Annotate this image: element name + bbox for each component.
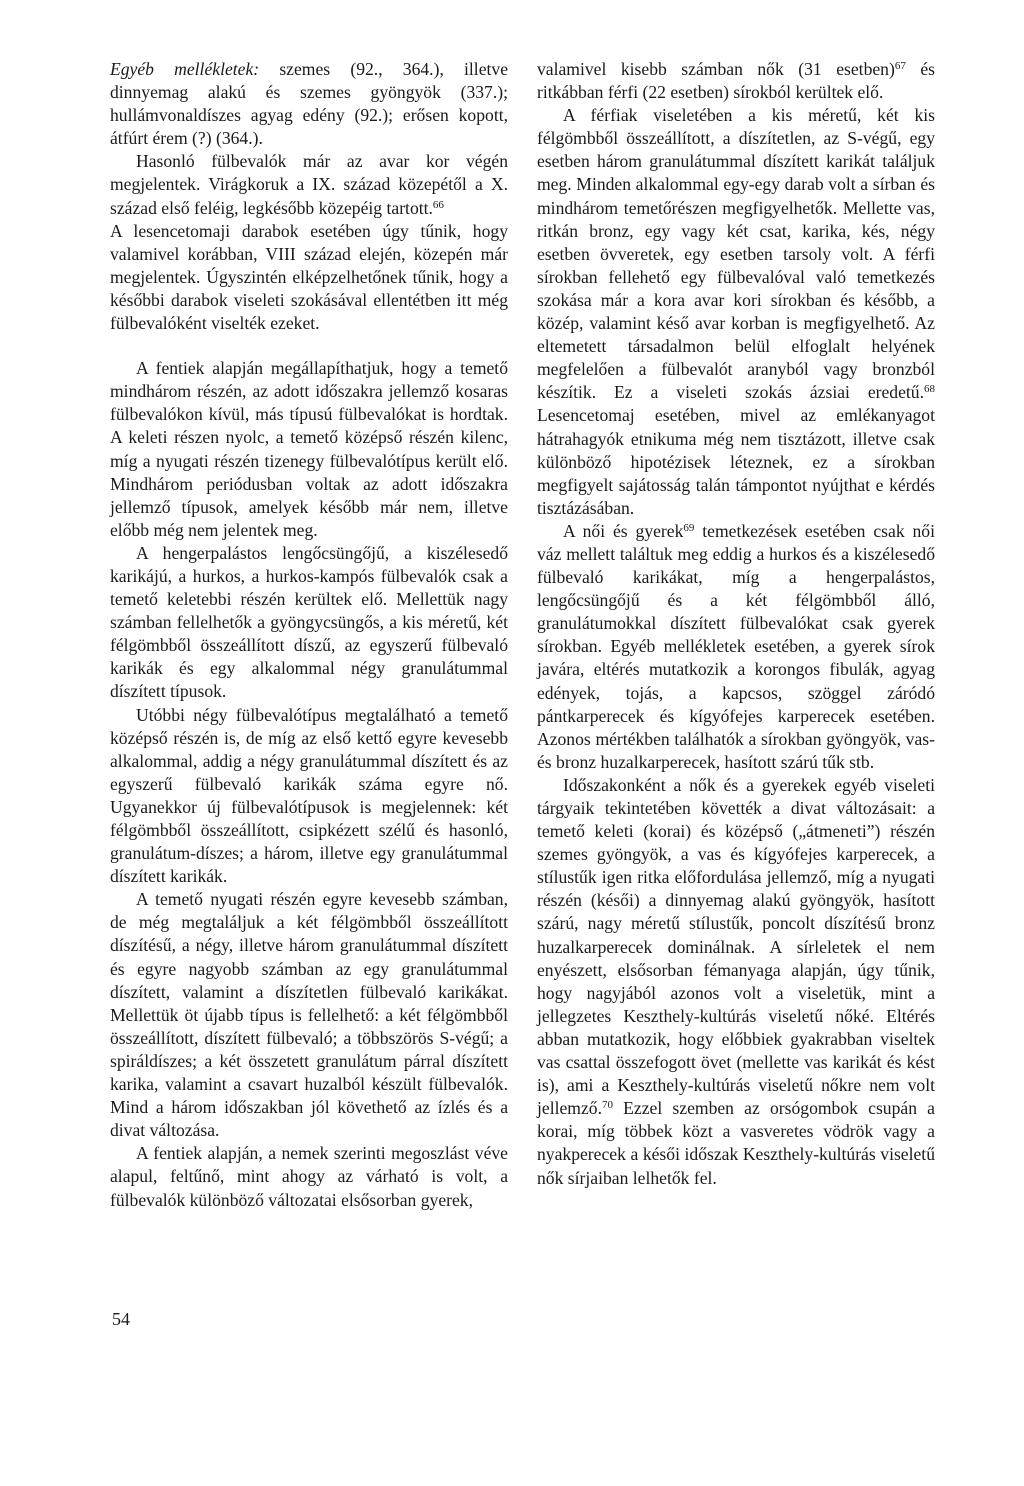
- footnote-ref-68: 68: [924, 383, 935, 396]
- paragraph: A lesencetomaji darabok esetében úgy tűnik, hogy valamivel korábban, VIII század elején, közepén már megjelentek. Úgyszintén elképzelhetőnek tűnik, hogy a későbbi darabok viseleti szokásával ellentétben itt még fülbevalóként viselték ezeket.: [110, 220, 508, 334]
- paragraph-text: valamivel kisebb számban nők (31 esetben): [537, 59, 895, 79]
- paragraph: [537, 104, 935, 520]
- paragraph: A fentiek alapján, a nemek szerinti megoszlást véve alapul, feltűnő, mint ahogy az várható is volt, a fülbevalók különböző változatai elsősorban gyerek,: [110, 1143, 508, 1210]
- paragraph: Utóbbi négy fülbevalótípus megtalálható a temető középső részén is, de míg az első kettő egyre kevesebb alkalommal, addig a négy granulátummal díszített és az egyszerű fülbevaló karikák száma egyre nő. Ugyanekkor új fülbevalótípusok is megjelennek: két félgömbből összeállított, csipkézett szélű és hasonló, granulátum-díszes; a három, illetve egy granulátummal díszített karikák.: [110, 704, 508, 887]
- paragraph: A temető nyugati részén egyre kevesebb számban, de még megtaláljuk a két félgömbből összeállított díszítésű, a négy, illetve három granulátummal díszített és egyre nagyobb számban az egy granulátummal díszített, valamint a díszítetlen fülbevaló karikákat. Mellettük öt újabb típus is fellelhető: a két félgömbből összeállított, díszített fülbevaló; a többszörös S-végű; a spiráldíszes; a két összetett granulátum párral díszített karika, valamint a csavart huzalból készült fülbevalók. Mind a három időszakban jól követhető az ízlés és a divat változása.: [110, 889, 508, 1141]
- footnote-ref-67: 67: [894, 59, 906, 72]
- paragraph-other-finds: [110, 58, 508, 150]
- paragraph-text: Időszakonként a nők és a gyerekek egyéb viseleti tárgyaik tekintetében követték a divat változásait: a temető keleti (korai) és középső („átmeneti”) részén szemes gyöngyök, a vas és kígyófejes karperecek, a stílustűk igen ritka előfordulása jellemző, míg a nyugati részén (késői) a dinnyemag alakú gyöngyök, hasított szárú, nagy méretű stílustűk, poncolt díszítésű bronz huzalkarperecek dominálnak. A sírleletek el nem enyészett, elsősorban fémanyaga alapján, úgy tűnik, hogy nagyjából azonos volt a viseletük, mint a jellegzetes Keszthely-kultúrás viseletű nőké. Eltérés abban mutatkozik, hogy előbbiek gyakrabban viseltek vas csattal összefogott övet (mellette vas karikát és kést is), ami a Keszthely-kultúrás viseletű nőkre nem volt jellemző.: [537, 774, 935, 1119]
- footnote-ref-70: 70: [601, 1099, 613, 1112]
- paragraph: [110, 150, 508, 219]
- footnote-ref-66: 66: [432, 198, 444, 211]
- paragraph-text: Ezzel szemben az orsógombok csupán a korai, míg többek közt a vasveretes vödrök vagy a nyakperecek a késői időszak Keszthely-kultúrás viseletű nők sírjaiban lelhetők fel.: [537, 1098, 935, 1188]
- paragraph: A hengerpalástos lengőcsüngőjű, a kiszélesedő karikájú, a hurkos, a hurkos-kampós fülbevalók csak a temető keletebbi részén kerültek elő. Mellettük nagy számban fellelhetők a gyöngycsüngős, a kis méretű, két félgömbből összeállított díszű, az egyszerű fülbevaló karikák és egy alkalommal négy granulátummal díszített típusok.: [110, 542, 508, 702]
- paragraph-text: A női és gyerek: [563, 520, 684, 541]
- footnote-ref-69: 69: [683, 521, 695, 534]
- paragraph-text: temetkezések esetében csak női váz mellett találtuk meg eddig a hurkos és a kiszélesedő fülbevaló karikákat, míg a hengerpalástos, lengőcsüngőjű és a két félgömbből álló, granulátumokkal díszített fülbevalókat csak gyerek sírokban. Egyéb mellékletek esetében, a gyerek sírok javára, eltérés mutatkozik a korongos fibulák, agyag edények, tojás, a kapcsos, szöggel záródó pántkarperecek és kígyófejes karperecek esetében. Azonos mértékben találhatók a sírokban gyöngyök, vas- és bronz huzalkarperecek, hasított szárú tűk stb.: [537, 520, 935, 772]
- other-finds-text: szemes (92., 364.), illetve dinnyemag alakú és szemes gyöngyök (337.); hullámvonaldíszes agyag edény (92.); erősen kopott, átfúrt érem (?) (364.).: [110, 59, 509, 149]
- left-column: [110, 58, 508, 1212]
- paragraph: A fentiek alapján megállapíthatjuk, hogy a temető mindhárom részén, az adott időszakra jellemző kosaras fülbevalókon kívül, más típusú fülbevalókat is hordtak. A keleti részen nyolc, a temető középső részén kilenc, míg a nyugati részén tizenegy fülbevalótípus került elő. Mindhárom periódusban voltak az adott időszakra jellemző típusok, amelyek később már nem, illetve előbb még nem jelentek meg.: [110, 358, 508, 540]
- paragraph-text: Lesencetomaj esetében, mivel az emlékanyagot hátrahagyók etnikuma még nem tisztázott, illetve csak különböző hipotézisek léteznek, ez a sírokban megfigyelt sajátosság talán támpontot nyújthat e kérdés tisztázásában.: [537, 405, 935, 518]
- other-finds-label: Egyéb mellékletek:: [110, 59, 260, 79]
- paragraph-text: Hasonló fülbevalók már az avar kor végén megjelentek. Virágkoruk a IX. század közepétől a X. század első feléig, legkésőbb közepéig tartott.: [110, 151, 508, 218]
- paragraph: [537, 520, 935, 774]
- paragraph: [537, 774, 935, 1190]
- page-number: 54: [112, 1309, 130, 1329]
- paragraph-text: és ritkábban férfi (22 esetben) sírokból kerültek elő.: [537, 59, 935, 103]
- paragraph: [537, 58, 935, 104]
- right-column: [537, 58, 935, 1190]
- paragraph-text: A férfiak viseletében a kis méretű, két kis félgömbből összeállított, a díszítetlen, az S-végű, egy esetben három granulátummal díszített karikát találjuk meg. Minden alkalommal egy-egy darab volt a sírban és mindhárom temetőrészen megfigyelhetők. Mellette vas, ritkán bronz, egy vagy két csat, karika, kés, négy esetben övveretek, egy esetben tarsoly volt. A férfi sírokban fellehető egy fülbevalóval való temetkezés szokása már a kora avar kori sírokban és később, a közép, valamint késő avar korban is megfigyelhető. Az eltemetett társadalmon belül elfoglalt helyének megfelelően a fülbevalót aranyból vagy bronzból készítik. Ez a viseleti szokás ázsiai eredetű.: [537, 105, 935, 403]
